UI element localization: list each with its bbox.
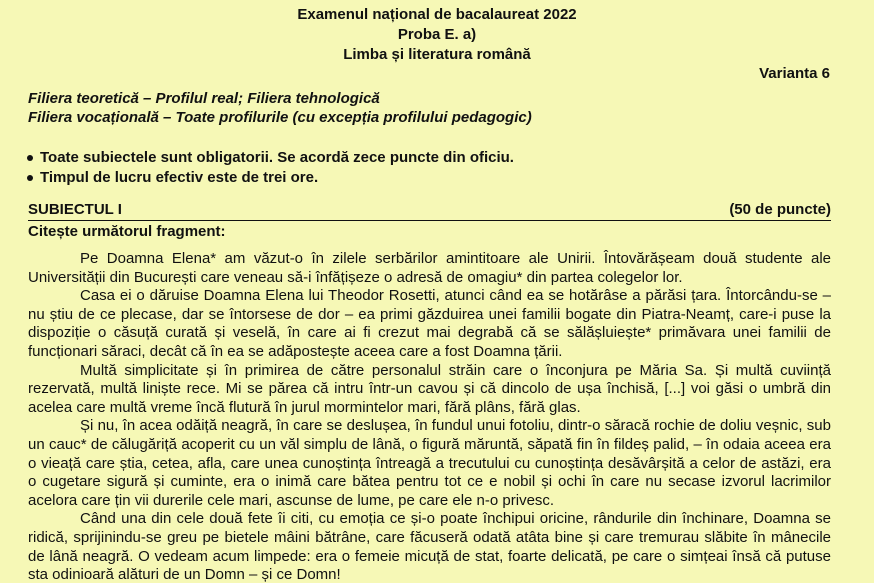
paragraph: Când una din cele două fete îi citi, cu emoția ce și-o poate închipui oricine, rândurile din închinare, Doamna se ridică, sprijinindu-se greu pe bietele mâini bătrâne, care făcuseră odată atâta bine și care tremurau slăbite în mânecile de lână neagră. O vedeam acum limpede: era o femeie micuță de stat, foarte delicată, pe care o simțeai însă că putuse sta odinioară alături de un Domn – și ce Domn! xyxy=(28,510,831,583)
subject-title: SUBIECTUL I xyxy=(28,201,122,218)
instruction-item xyxy=(27,168,514,188)
bullet-icon xyxy=(27,155,33,161)
filiera-line-1: Filiera teoretică – Profilul real; Filiera tehnologică xyxy=(28,90,380,107)
exam-header xyxy=(0,5,874,65)
filiera-block xyxy=(28,89,532,127)
exam-title: Examenul național de bacalaureat 2022 xyxy=(297,6,577,23)
reading-instruction: Citește următorul fragment: xyxy=(28,223,226,240)
exam-proba: Proba E. a) xyxy=(397,26,477,43)
instruction-item xyxy=(27,148,514,168)
subject-points: (50 de puncte) xyxy=(729,201,831,218)
instructions-list xyxy=(27,148,514,188)
filiera-line-2: Filiera vocațională – Toate profilurile (cu excepția profilului pedagogic) xyxy=(28,109,532,126)
paragraph: Și nu, în acea odăiță neagră, în care se deslușea, în fundul unui fotoliu, dintr-o săracă rochie de doliu veșnic, sub un cauc* de călugăriță acoperit cu un văl simplu de lână, o figură măruntă, săpată fin în fildeș palid, – în odaia aceea era o vieață care știa, cetea, afla, care unea cunoștința întreagă a trecutului cu cunoștința desăvârșită a celor de astăzi, era o cugetare sigură și cuminte, era o inimă care bătea pentru tot ce e nobil și ochi în care nu secase izvorul lacrimilor acelora care țin vii durerile cele mari, ascunse de lume, pe care ele n-o privesc. xyxy=(28,417,831,509)
exam-subject-area: Limba și literatura română xyxy=(343,46,531,63)
instruction-text: Toate subiectele sunt obligatorii. Se acordă zece puncte din oficiu. xyxy=(40,149,514,166)
paragraph: Casa ei o dăruise Doamna Elena lui Theodor Rosetti, atunci când ea se hotărâse a părăsi țara. Întorcându-se – nu știu de ce plecase, dar se întorsese de dor – ea primi găzduirea unei familii bogate din Piatra-Neamț, care-i puse la dispoziție o căsuță curată și veselă, în care ai fi crezut mai degrabă că se sălășluiește* primăvara unei familii de funcționari săraci, decât că în ea se adăpostește aceea care a fost Doamna țării. xyxy=(28,287,831,360)
subject-heading xyxy=(28,201,831,219)
paragraph: Multă simplicitate și în primirea de către personalul străin care o înconjura pe Măria Sa. Și multă cuviință rezervată, multă liniște rece. Mi se părea că intru într-un cavou și că dincolo de ușa închisă, [...] voi găsi o umbră din acelea care multă vreme încă flutură în jurul mormintelor mari, fără plâns, fără glas. xyxy=(28,361,831,416)
divider xyxy=(28,220,831,221)
bullet-icon xyxy=(27,175,33,181)
paragraph: Pe Doamna Elena* am văzut-o în zilele serbărilor amintitoare ale Unirii. Întovărășeam două studente ale Universității din București care veneau să-i înfățișeze o adresă de omagiu* din partea colegelor lor. xyxy=(28,250,831,286)
instruction-text: Timpul de lucru efectiv este de trei ore. xyxy=(40,169,319,186)
variant-label: Varianta 6 xyxy=(759,65,830,82)
fragment-text xyxy=(28,250,831,583)
